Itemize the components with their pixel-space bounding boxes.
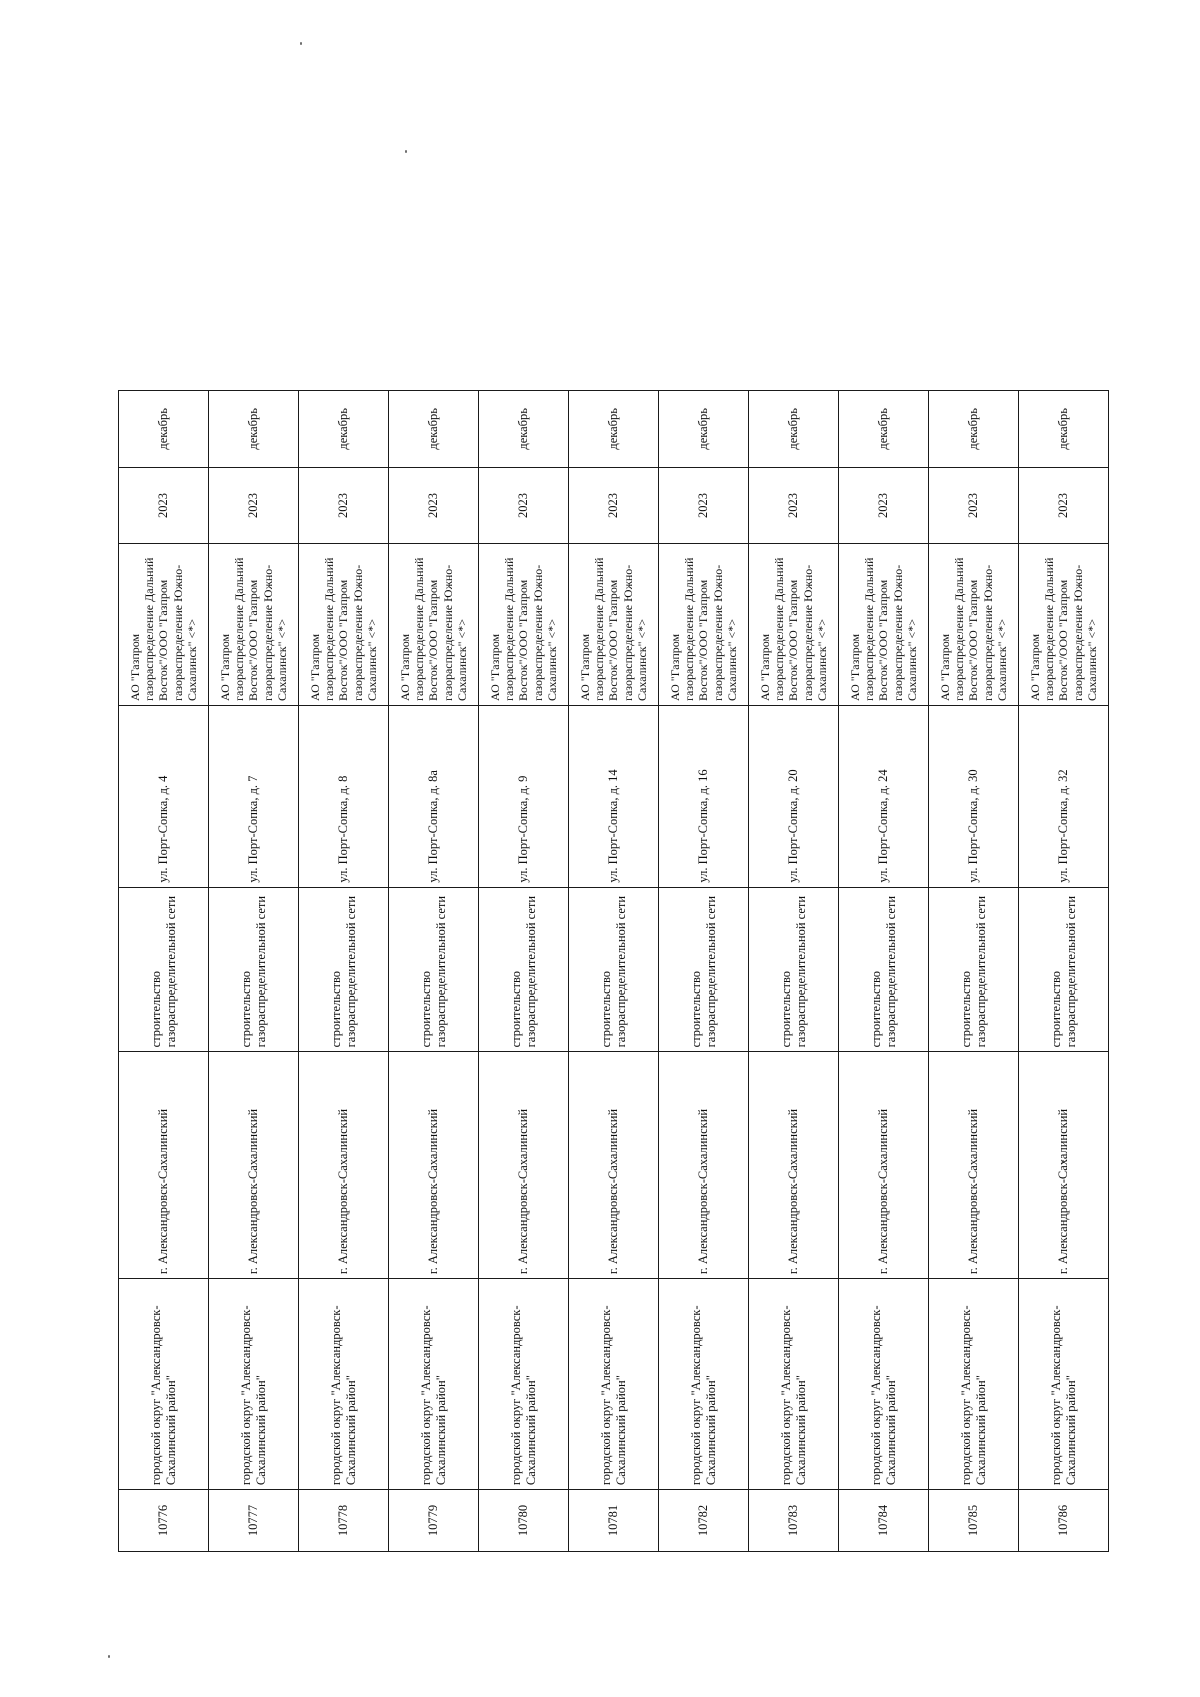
table-row [569, 391, 659, 1552]
organization-cell: АО "Газпром газораспределение Дальний Восток"/ООО "Газпром газораспределение Южно-Сахалинск" <*> [569, 544, 659, 706]
scan-speck [405, 150, 407, 153]
year-cell: 2023 [569, 467, 659, 544]
month-cell: декабрь [119, 391, 209, 468]
row-number-cell: 10785 [929, 1490, 1019, 1552]
organization-cell: АО "Газпром газораспределение Дальний Восток"/ООО "Газпром газораспределение Южно-Сахалинск" <*> [119, 544, 209, 706]
row-number-cell: 10784 [839, 1490, 929, 1552]
year-cell: 2023 [839, 467, 929, 544]
gasification-schedule-table [118, 390, 1109, 1552]
work-type-cell: строительство газораспределительной сети [119, 887, 209, 1052]
year-cell: 2023 [389, 467, 479, 544]
month-cell: декабрь [749, 391, 839, 468]
address-cell: ул. Порт-Сопка, д. 32 [1019, 705, 1109, 887]
row-number-cell: 10776 [119, 1490, 209, 1552]
address-cell: ул. Порт-Сопка, д. 20 [749, 705, 839, 887]
month-cell: декабрь [659, 391, 749, 468]
work-type-cell: строительство газораспределительной сети [929, 887, 1019, 1052]
month-cell: декабрь [479, 391, 569, 468]
settlement-cell: г. Александровск-Сахалинский [749, 1052, 839, 1279]
table-row [839, 391, 929, 1552]
municipality-cell: городской округ "Александровск-Сахалинский район" [659, 1279, 749, 1490]
municipality-cell: городской округ "Александровск-Сахалинский район" [839, 1279, 929, 1490]
settlement-cell: г. Александровск-Сахалинский [209, 1052, 299, 1279]
municipality-cell: городской округ "Александровск-Сахалинский район" [119, 1279, 209, 1490]
row-number-cell: 10777 [209, 1490, 299, 1552]
organization-cell: АО "Газпром газораспределение Дальний Восток"/ООО "Газпром газораспределение Южно-Сахалинск" <*> [479, 544, 569, 706]
address-cell: ул. Порт-Сопка, д. 14 [569, 705, 659, 887]
table-body [119, 391, 1109, 1552]
settlement-cell: г. Александровск-Сахалинский [659, 1052, 749, 1279]
organization-cell: АО "Газпром газораспределение Дальний Восток"/ООО "Газпром газораспределение Южно-Сахалинск" <*> [299, 544, 389, 706]
month-cell: декабрь [839, 391, 929, 468]
month-cell: декабрь [569, 391, 659, 468]
address-cell: ул. Порт-Сопка, д. 8а [389, 705, 479, 887]
organization-cell: АО "Газпром газораспределение Дальний Восток"/ООО "Газпром газораспределение Южно-Сахалинск" <*> [929, 544, 1019, 706]
municipality-cell: городской округ "Александровск-Сахалинский район" [479, 1279, 569, 1490]
row-number-cell: 10781 [569, 1490, 659, 1552]
organization-cell: АО "Газпром газораспределение Дальний Восток"/ООО "Газпром газораспределение Южно-Сахалинск" <*> [389, 544, 479, 706]
address-cell: ул. Порт-Сопка, д. 8 [299, 705, 389, 887]
table-row [209, 391, 299, 1552]
month-cell: декабрь [209, 391, 299, 468]
row-number-cell: 10780 [479, 1490, 569, 1552]
year-cell: 2023 [209, 467, 299, 544]
work-type-cell: строительство газораспределительной сети [569, 887, 659, 1052]
rotated-table-container [118, 390, 1108, 1552]
table-row [299, 391, 389, 1552]
work-type-cell: строительство газораспределительной сети [749, 887, 839, 1052]
settlement-cell: г. Александровск-Сахалинский [569, 1052, 659, 1279]
work-type-cell: строительство газораспределительной сети [839, 887, 929, 1052]
municipality-cell: городской округ "Александровск-Сахалинский район" [1019, 1279, 1109, 1490]
municipality-cell: городской округ "Александровск-Сахалинский район" [569, 1279, 659, 1490]
month-cell: декабрь [389, 391, 479, 468]
scan-speck [300, 42, 302, 45]
year-cell: 2023 [479, 467, 569, 544]
organization-cell: АО "Газпром газораспределение Дальний Восток"/ООО "Газпром газораспределение Южно-Сахалинск" <*> [659, 544, 749, 706]
work-type-cell: строительство газораспределительной сети [479, 887, 569, 1052]
table-row [749, 391, 839, 1552]
year-cell: 2023 [1019, 467, 1109, 544]
organization-cell: АО "Газпром газораспределение Дальний Восток"/ООО "Газпром газораспределение Южно-Сахалинск" <*> [1019, 544, 1109, 706]
work-type-cell: строительство газораспределительной сети [659, 887, 749, 1052]
table-row [389, 391, 479, 1552]
settlement-cell: г. Александровск-Сахалинский [389, 1052, 479, 1279]
settlement-cell: г. Александровск-Сахалинский [119, 1052, 209, 1279]
table-row [929, 391, 1019, 1552]
address-cell: ул. Порт-Сопка, д. 24 [839, 705, 929, 887]
organization-cell: АО "Газпром газораспределение Дальний Восток"/ООО "Газпром газораспределение Южно-Сахалинск" <*> [209, 544, 299, 706]
month-cell: декабрь [1019, 391, 1109, 468]
work-type-cell: строительство газораспределительной сети [1019, 887, 1109, 1052]
address-cell: ул. Порт-Сопка, д. 30 [929, 705, 1019, 887]
work-type-cell: строительство газораспределительной сети [299, 887, 389, 1052]
year-cell: 2023 [119, 467, 209, 544]
row-number-cell: 10782 [659, 1490, 749, 1552]
municipality-cell: городской округ "Александровск-Сахалинский район" [209, 1279, 299, 1490]
municipality-cell: городской округ "Александровск-Сахалинский район" [749, 1279, 839, 1490]
address-cell: ул. Порт-Сопка, д. 9 [479, 705, 569, 887]
year-cell: 2023 [299, 467, 389, 544]
year-cell: 2023 [929, 467, 1019, 544]
table-row [119, 391, 209, 1552]
settlement-cell: г. Александровск-Сахалинский [1019, 1052, 1109, 1279]
row-number-cell: 10786 [1019, 1490, 1109, 1552]
row-number-cell: 10779 [389, 1490, 479, 1552]
organization-cell: АО "Газпром газораспределение Дальний Восток"/ООО "Газпром газораспределение Южно-Сахалинск" <*> [749, 544, 839, 706]
settlement-cell: г. Александровск-Сахалинский [299, 1052, 389, 1279]
address-cell: ул. Порт-Сопка, д. 7 [209, 705, 299, 887]
organization-cell: АО "Газпром газораспределение Дальний Восток"/ООО "Газпром газораспределение Южно-Сахалинск" <*> [839, 544, 929, 706]
settlement-cell: г. Александровск-Сахалинский [839, 1052, 929, 1279]
municipality-cell: городской округ "Александровск-Сахалинский район" [389, 1279, 479, 1490]
table-row [659, 391, 749, 1552]
row-number-cell: 10778 [299, 1490, 389, 1552]
settlement-cell: г. Александровск-Сахалинский [479, 1052, 569, 1279]
year-cell: 2023 [749, 467, 839, 544]
address-cell: ул. Порт-Сопка, д. 4 [119, 705, 209, 887]
work-type-cell: строительство газораспределительной сети [209, 887, 299, 1052]
row-number-cell: 10783 [749, 1490, 839, 1552]
address-cell: ул. Порт-Сопка, д. 16 [659, 705, 749, 887]
scan-speck [108, 1655, 110, 1658]
municipality-cell: городской округ "Александровск-Сахалинский район" [299, 1279, 389, 1490]
work-type-cell: строительство газораспределительной сети [389, 887, 479, 1052]
settlement-cell: г. Александровск-Сахалинский [929, 1052, 1019, 1279]
municipality-cell: городской округ "Александровск-Сахалинский район" [929, 1279, 1019, 1490]
month-cell: декабрь [929, 391, 1019, 468]
table-row [1019, 391, 1109, 1552]
table-row [479, 391, 569, 1552]
year-cell: 2023 [659, 467, 749, 544]
month-cell: декабрь [299, 391, 389, 468]
